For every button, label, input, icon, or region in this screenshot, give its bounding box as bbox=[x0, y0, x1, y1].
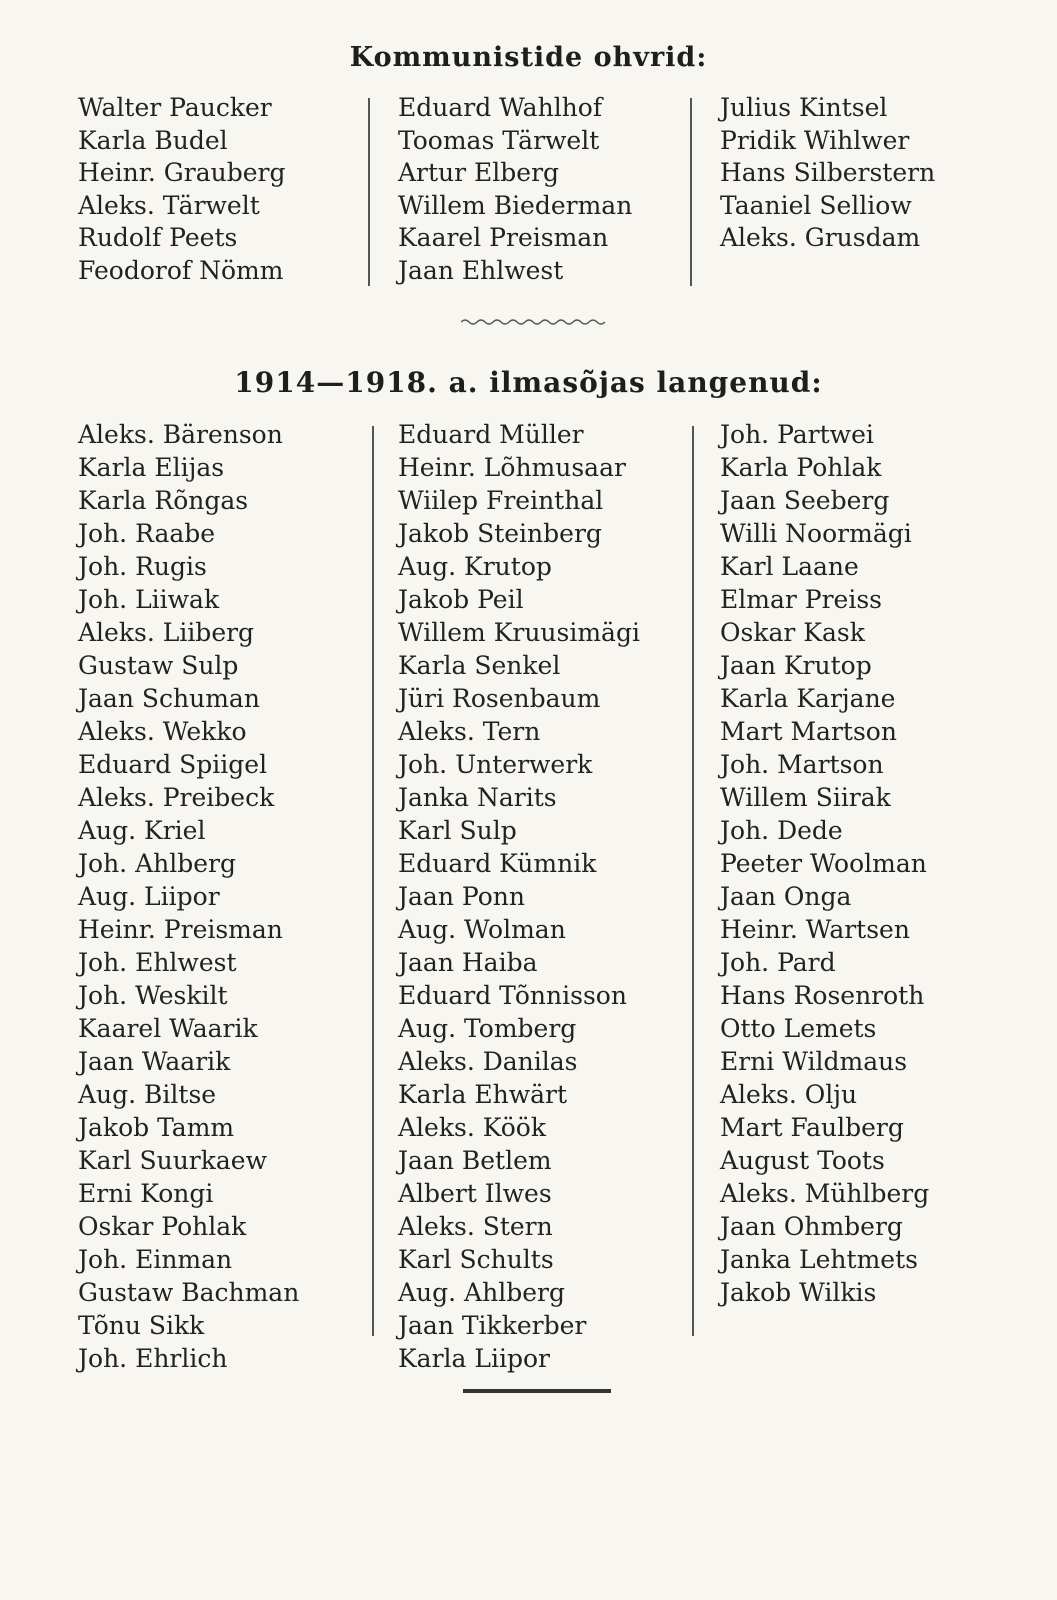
name-entry: Karla Budel bbox=[78, 125, 228, 155]
name-entry: Joh. Martson bbox=[720, 750, 884, 779]
name-entry: Willem Biederman bbox=[398, 190, 633, 220]
name-entry: Aleks. Mühlberg bbox=[720, 1179, 930, 1208]
name-entry: Jakob Steinberg bbox=[398, 519, 602, 548]
name-entry: Joh. Liiwak bbox=[78, 585, 220, 614]
name-entry: Aug. Kriel bbox=[78, 816, 206, 845]
name-entry: Karla Pohlak bbox=[720, 453, 882, 482]
name-entry: Rudolf Peets bbox=[78, 223, 238, 252]
section2-heading: 1914—1918. a. ilmasõjas langenud: bbox=[234, 366, 823, 399]
name-entry: Aleks. Bärenson bbox=[78, 420, 283, 449]
bottom-rule bbox=[463, 1389, 611, 1393]
name-entry: Karla Karjane bbox=[720, 684, 896, 713]
name-entry: Jaan Betlem bbox=[398, 1146, 552, 1175]
column-divider bbox=[692, 426, 694, 1336]
section1-column-2 bbox=[398, 92, 632, 287]
name-entry: Taaniel Selliow bbox=[720, 190, 912, 220]
name-entry: Wiilep Freinthal bbox=[398, 486, 604, 515]
name-entry: Willem Siirak bbox=[720, 783, 891, 812]
name-entry: Pridik Wihlwer bbox=[720, 125, 910, 155]
name-entry: Joh. Ehrlich bbox=[78, 1344, 228, 1373]
name-entry: Kaarel Waarik bbox=[78, 1014, 258, 1043]
column-divider bbox=[372, 426, 374, 1336]
name-entry: Jaan Ehlwest bbox=[398, 255, 564, 285]
name-entry: Jaan Tikkerber bbox=[398, 1311, 587, 1340]
name-entry: Toomas Tärwelt bbox=[398, 125, 600, 155]
name-entry: Joh. Pard bbox=[720, 948, 836, 977]
name-entry: Aleks. Liiberg bbox=[78, 618, 255, 647]
name-entry: Aug. Tomberg bbox=[398, 1014, 577, 1043]
name-entry: Jaan Onga bbox=[720, 882, 852, 911]
name-entry: Joh. Raabe bbox=[78, 519, 216, 548]
name-entry: Jaan Ponn bbox=[398, 882, 525, 911]
name-entry: Joh. Rugis bbox=[78, 552, 207, 581]
name-entry: Willi Noormägi bbox=[720, 519, 912, 548]
section2-column-1 bbox=[78, 418, 299, 1375]
name-entry: Aleks. Wekko bbox=[78, 717, 247, 746]
name-entry: Peeter Woolman bbox=[720, 849, 927, 878]
name-entry: Karl Suurkaew bbox=[78, 1146, 268, 1175]
name-entry: Karla Ehwärt bbox=[398, 1080, 568, 1109]
name-entry: August Toots bbox=[720, 1146, 885, 1175]
section1-column-1 bbox=[78, 92, 285, 287]
name-entry: Jaan Waarik bbox=[78, 1047, 231, 1076]
name-entry: Joh. Partwei bbox=[720, 420, 874, 449]
name-entry: Aug. Wolman bbox=[398, 915, 566, 944]
name-entry: Artur Elberg bbox=[398, 158, 560, 187]
name-entry: Gustaw Bachman bbox=[78, 1278, 300, 1307]
name-entry: Mart Martson bbox=[720, 717, 897, 746]
name-entry: Karla Rõngas bbox=[78, 486, 249, 515]
name-entry: Joh. Unterwerk bbox=[398, 750, 593, 779]
section1-column-3 bbox=[720, 92, 935, 255]
name-entry: Mart Faulberg bbox=[720, 1113, 904, 1142]
name-entry: Karla Senkel bbox=[398, 651, 561, 680]
wavy-divider bbox=[461, 318, 607, 326]
section2-column-2 bbox=[398, 418, 640, 1375]
name-entry: Hans Rosenroth bbox=[720, 981, 925, 1010]
name-entry: Erni Kongi bbox=[78, 1179, 214, 1208]
name-entry: Aleks. Preibeck bbox=[78, 783, 275, 812]
name-entry: Janka Lehtmets bbox=[720, 1245, 918, 1274]
name-entry: Eduard Tõnnisson bbox=[398, 981, 627, 1010]
name-entry: Aug. Krutop bbox=[398, 552, 552, 581]
name-entry: Eduard Müller bbox=[398, 420, 584, 449]
name-entry: Aleks. Stern bbox=[398, 1212, 553, 1241]
name-entry: Hans Silberstern bbox=[720, 158, 936, 187]
name-entry: Jaan Krutop bbox=[720, 651, 872, 680]
name-entry: Oskar Pohlak bbox=[78, 1212, 247, 1241]
name-entry: Oskar Kask bbox=[720, 618, 865, 647]
name-entry: Jaan Haiba bbox=[398, 948, 538, 977]
name-entry: Jaan Ohmberg bbox=[720, 1212, 903, 1241]
name-entry: Aleks. Danilas bbox=[398, 1047, 578, 1076]
name-entry: Janka Narits bbox=[398, 783, 557, 812]
name-entry: Gustaw Sulp bbox=[78, 651, 239, 680]
name-entry: Joh. Einman bbox=[78, 1245, 233, 1274]
name-entry: Joh. Ehlwest bbox=[78, 948, 237, 977]
name-entry: Jakob Tamm bbox=[78, 1113, 235, 1142]
name-entry: Heinr. Wartsen bbox=[720, 915, 910, 944]
name-entry: Heinr. Grauberg bbox=[78, 158, 286, 187]
name-entry: Karla Elijas bbox=[78, 453, 225, 482]
name-entry: Walter Paucker bbox=[78, 93, 272, 122]
name-entry: Karla Liipor bbox=[398, 1344, 550, 1373]
name-entry: Jakob Wilkis bbox=[720, 1278, 877, 1307]
name-entry: Aleks. Tärwelt bbox=[78, 190, 260, 220]
name-entry: Julius Kintsel bbox=[720, 93, 888, 122]
name-entry: Joh. Dede bbox=[720, 816, 843, 845]
name-entry: Otto Lemets bbox=[720, 1014, 877, 1043]
name-entry: Aug. Biltse bbox=[78, 1080, 217, 1109]
name-entry: Jüri Rosenbaum bbox=[398, 684, 601, 713]
name-entry: Jaan Seeberg bbox=[720, 486, 890, 515]
name-entry: Erni Wildmaus bbox=[720, 1047, 908, 1076]
name-entry: Elmar Preiss bbox=[720, 585, 882, 614]
name-entry: Eduard Spiigel bbox=[78, 750, 268, 779]
name-entry: Eduard Wahlhof bbox=[398, 93, 603, 122]
name-entry: Jakob Peil bbox=[398, 585, 524, 614]
name-entry: Joh. Weskilt bbox=[78, 981, 228, 1010]
name-entry: Aleks. Olju bbox=[720, 1080, 858, 1109]
section2-column-3 bbox=[720, 418, 929, 1309]
name-entry: Karl Sulp bbox=[398, 816, 517, 845]
name-entry: Heinr. Preisman bbox=[78, 915, 283, 944]
name-entry: Feodorof Nömm bbox=[78, 255, 284, 285]
column-divider bbox=[690, 98, 692, 286]
column-divider bbox=[368, 98, 370, 286]
name-entry: Aleks. Tern bbox=[398, 717, 541, 746]
name-entry: Jaan Schuman bbox=[78, 684, 260, 713]
name-entry: Joh. Ahlberg bbox=[78, 849, 236, 878]
name-entry: Kaarel Preisman bbox=[398, 223, 609, 252]
name-entry: Tõnu Sikk bbox=[78, 1311, 205, 1340]
name-entry: Aug. Liipor bbox=[78, 882, 220, 911]
name-entry: Aleks. Köök bbox=[398, 1113, 546, 1142]
name-entry: Albert Ilwes bbox=[398, 1179, 552, 1208]
name-entry: Karl Laane bbox=[720, 552, 859, 581]
name-entry: Willem Kruusimägi bbox=[398, 618, 640, 647]
name-entry: Heinr. Lõhmusaar bbox=[398, 453, 626, 482]
name-entry: Eduard Kümnik bbox=[398, 849, 597, 878]
name-entry: Karl Schults bbox=[398, 1245, 554, 1274]
section1-heading: Kommunistide ohvrid: bbox=[349, 42, 708, 73]
name-entry: Aleks. Grusdam bbox=[720, 223, 921, 252]
name-entry: Aug. Ahlberg bbox=[398, 1278, 565, 1307]
